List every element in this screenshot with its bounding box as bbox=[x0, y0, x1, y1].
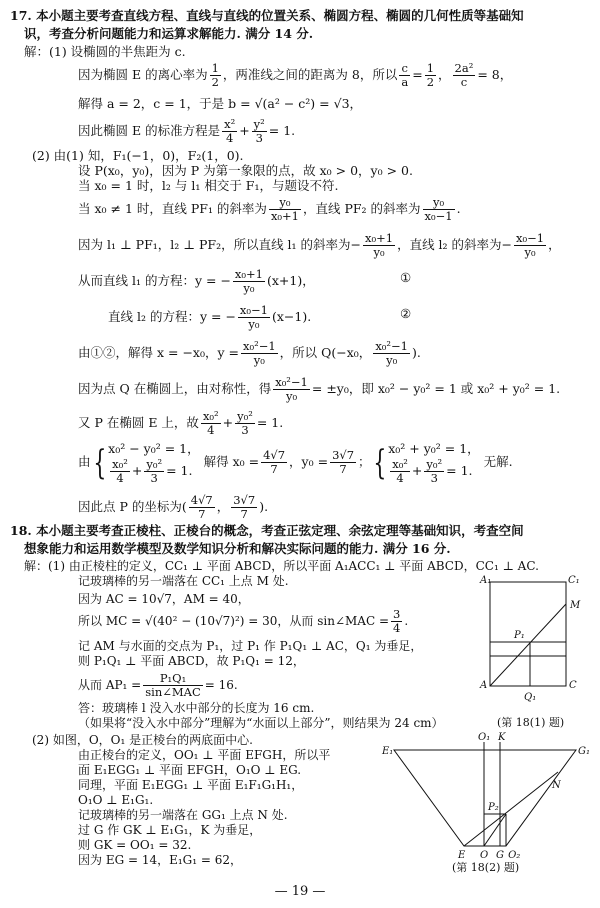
page-number: — 19 — bbox=[274, 884, 326, 899]
p17-slopes-l1-l2: 因为 l₁ ⊥ PF₁，l₂ ⊥ PF₂，所以直线 l₁ 的斜率为− $\frac{\text{x₀+1}}{\text{y₀}}$ ，直线 l₂ 的斜率为− $\frac{\text{x₀−1}}{\text{y₀}}$ ， bbox=[78, 231, 561, 259]
label-O1: O₁ bbox=[478, 732, 491, 743]
p18-heading-line1: 18. 本小题主要考查正棱柱、正棱台的概念，考查正弦定理、余弦定理等基础知识，考查空间 bbox=[10, 523, 524, 538]
label-G1: G₁ bbox=[578, 746, 590, 757]
p18-part1-intro: 解：(1) 由正棱柱的定义，CC₁ ⊥ 平面 ABCD，所以平面 A₁ACC₁ ⊥ 平面 ABCD，CC₁ ⊥ AC. bbox=[24, 559, 539, 573]
label-K: K bbox=[498, 732, 506, 743]
p18-part2-l14: O₁O ⊥ E₁G₁. bbox=[78, 793, 154, 807]
p17-line-l2-eq: 直线 l₂ 的方程：y = − $\frac{\text{x₀−1}}{\text{y₀}}$ (x−1). bbox=[108, 303, 312, 331]
p18-p1q1-perp: 则 P₁Q₁ ⊥ 平面 ABCD，故 P₁Q₁ = 12， bbox=[78, 654, 305, 668]
label-Q1: Q₁ bbox=[524, 692, 537, 703]
label-E: E bbox=[458, 850, 466, 858]
p17-p-on-ellipse: 又 P 在椭圆 E 上，故 $\frac{\text{x₀²}}{4}$ + $\frac{\text{y₀²}}{3}$ = 1. bbox=[78, 409, 284, 437]
label-Q2: Q₂ bbox=[508, 850, 521, 858]
p17-solve-abc: 解得 a = 2，c = 1，于是 b = √(a² − c²) = √3， bbox=[78, 96, 363, 111]
label-P2: P₂ bbox=[488, 802, 499, 813]
p17-part1-intro: 解：(1) 设椭圆的半焦距为 c. bbox=[24, 44, 186, 59]
p17-point-p-coords: 因此点 P 的坐标为( $\frac{4√7}{7}$ ， $\frac{3√7}{7}$ ). bbox=[78, 493, 269, 521]
p18-answer1: 答：玻璃棒 l 没入水中部分的长度为 16 cm. bbox=[78, 701, 315, 715]
p18-part2-l12: 面 E₁EGG₁ ⊥ 平面 EFGH，O₁O ⊥ EG. bbox=[78, 763, 302, 777]
p18-part2-intro: (2) 如图，O，O₁ 是正棱台的两底面中心. bbox=[32, 733, 253, 747]
figure-18-1 bbox=[478, 574, 588, 724]
p17-line-l1-eq: 从而直线 l₁ 的方程：y = − $\frac{\text{x₀+1}}{\text{y₀}}$ (x+1)， bbox=[78, 267, 315, 295]
label-A1: A₁ bbox=[480, 575, 492, 586]
label-N: N bbox=[552, 780, 561, 791]
p18-part2-l11: 由正棱台的定义，OO₁ ⊥ 平面 EFGH，所以平 bbox=[78, 748, 331, 762]
p17-system-solve: 由{ x₀² − y₀² = 1， $\frac{\text{x₀²}}{4}$ + $\frac{\text{y₀²}}{3}$ = 1. 解得 x₀ = $\frac{4√7}{7}$ ，y₀ = $\frac{3√7}{7}$ ；{ x₀² + y₀² = 1， $\frac{\text{x₀²}}{4}$ + $\frac{\text{y₀²}}{3}$ = 1. 无解. bbox=[78, 441, 513, 485]
p18-part2-l16: 过 G 作 GK ⊥ E₁G₁，K 为垂足， bbox=[78, 823, 262, 837]
label-O: O bbox=[480, 850, 489, 858]
label-E1: E₁ bbox=[382, 746, 394, 757]
p17-part2-intro: (2) 由(1) 知，F₁(−1，0)，F₂(1，0). bbox=[32, 148, 244, 163]
p17-set-point-p: 设 P(x₀，y₀)，因为 P 为第一象限的点，故 x₀ > 0，y₀ > 0. bbox=[78, 163, 413, 178]
p18-heading-line2: 想象能力和运用数学模型及数学知识分析和解决实际问题的能力. 满分 16 分. bbox=[24, 541, 451, 556]
label-G: G bbox=[496, 850, 504, 858]
p17-case-x0-eq-1: 当 x₀ = 1 时，l₂ 与 l₁ 相交于 F₁，与题设不符. bbox=[78, 178, 339, 193]
label-C: C bbox=[569, 680, 577, 691]
p18-point-m: 记玻璃棒的另一端落在 CC₁ 上点 M 处. bbox=[78, 574, 289, 588]
p18-p1q1: 记 AM 与水面的交点为 P₁，过 P₁ 作 P₁Q₁ ⊥ AC，Q₁ 为垂足， bbox=[78, 639, 423, 653]
p18-mc-sin: 所以 MC = √(40² − (10√7)²) = 30，从而 sin∠MAC = $\frac{3}{4}$ . bbox=[78, 607, 409, 635]
label-P1: P₁ bbox=[514, 630, 525, 641]
p18-part2-l18: 因为 EG = 14，E₁G₁ = 62， bbox=[78, 853, 243, 867]
label-A: A bbox=[480, 680, 488, 691]
p17-eq-marker-1: ① bbox=[400, 270, 412, 285]
label-C1: C₁ bbox=[568, 575, 580, 586]
p18-part2-l13: 同理，平面 E₁EGG₁ ⊥ 平面 E₁F₁G₁H₁， bbox=[78, 778, 304, 792]
p18-ap1: 从而 AP₁ = $\frac{\text{P₁Q₁}}{\text{sin∠MAC}}$ = 16. bbox=[78, 671, 238, 699]
p17-solve-q: 由①②，解得 x = −x₀，y = $\frac{\text{x₀²−1}}{\text{y₀}}$ ，所以 Q(−x₀， $\frac{\text{x₀²−1}}{\text{y₀}}$ ). bbox=[78, 339, 421, 367]
p17-heading-line1: 17. 本小题主要考查直线方程、直线与直线的位置关系、椭圆方程、椭圆的几何性质等基础知 bbox=[10, 8, 524, 23]
p17-eccentricity-line: 因为椭圆 E 的离心率为 $\frac{1}{2}$ ，两准线之间的距离为 8，所以 $\frac{c}{a}$ = $\frac{1}{2}$ ， $\frac{\text{2a²}}{c}$ = 8， bbox=[78, 61, 513, 89]
figure-18-2 bbox=[380, 728, 590, 858]
label-M: M bbox=[570, 600, 581, 611]
p17-heading-line2: 识，考查分析问题能力和运算求解能力. 满分 14 分. bbox=[24, 26, 314, 41]
figure-18-1-caption: (第 18(1) 题) bbox=[497, 716, 565, 729]
p18-part2-l15: 记玻璃棒的另一端落在 GG₁ 上点 N 处. bbox=[78, 808, 288, 822]
p17-eq-marker-2: ② bbox=[400, 306, 412, 321]
p18-answer1-note: （如果将“没入水中部分”理解为“水面以上部分”，则结果为 24 cm） bbox=[78, 716, 444, 730]
p17-slopes-pf: 当 x₀ ≠ 1 时，直线 PF₁ 的斜率为 $\frac{\text{y₀}}{\text{x₀+1}}$ ，直线 PF₂ 的斜率为 $\frac{\text{y₀}}{\text{x₀−1}}$ . bbox=[78, 195, 461, 223]
p18-ac-am: 因为 AC = 10√7，AM = 40， bbox=[78, 592, 250, 606]
p17-ellipse-equation: 因此椭圆 E 的标准方程是 $\frac{\text{x²}}{4}$ + $\frac{\text{y²}}{3}$ = 1. bbox=[78, 117, 296, 145]
p17-symmetry: 因为点 Q 在椭圆上，由对称性，得 $\frac{\text{x₀²−1}}{\text{y₀}}$ = ±y₀，即 x₀² − y₀² = 1 或 x₀² + y₀² = 1. bbox=[78, 375, 561, 403]
p18-part2-l17: 则 GK = OO₁ = 32. bbox=[78, 838, 192, 852]
figure-18-2-caption: (第 18(2) 题) bbox=[452, 861, 520, 874]
